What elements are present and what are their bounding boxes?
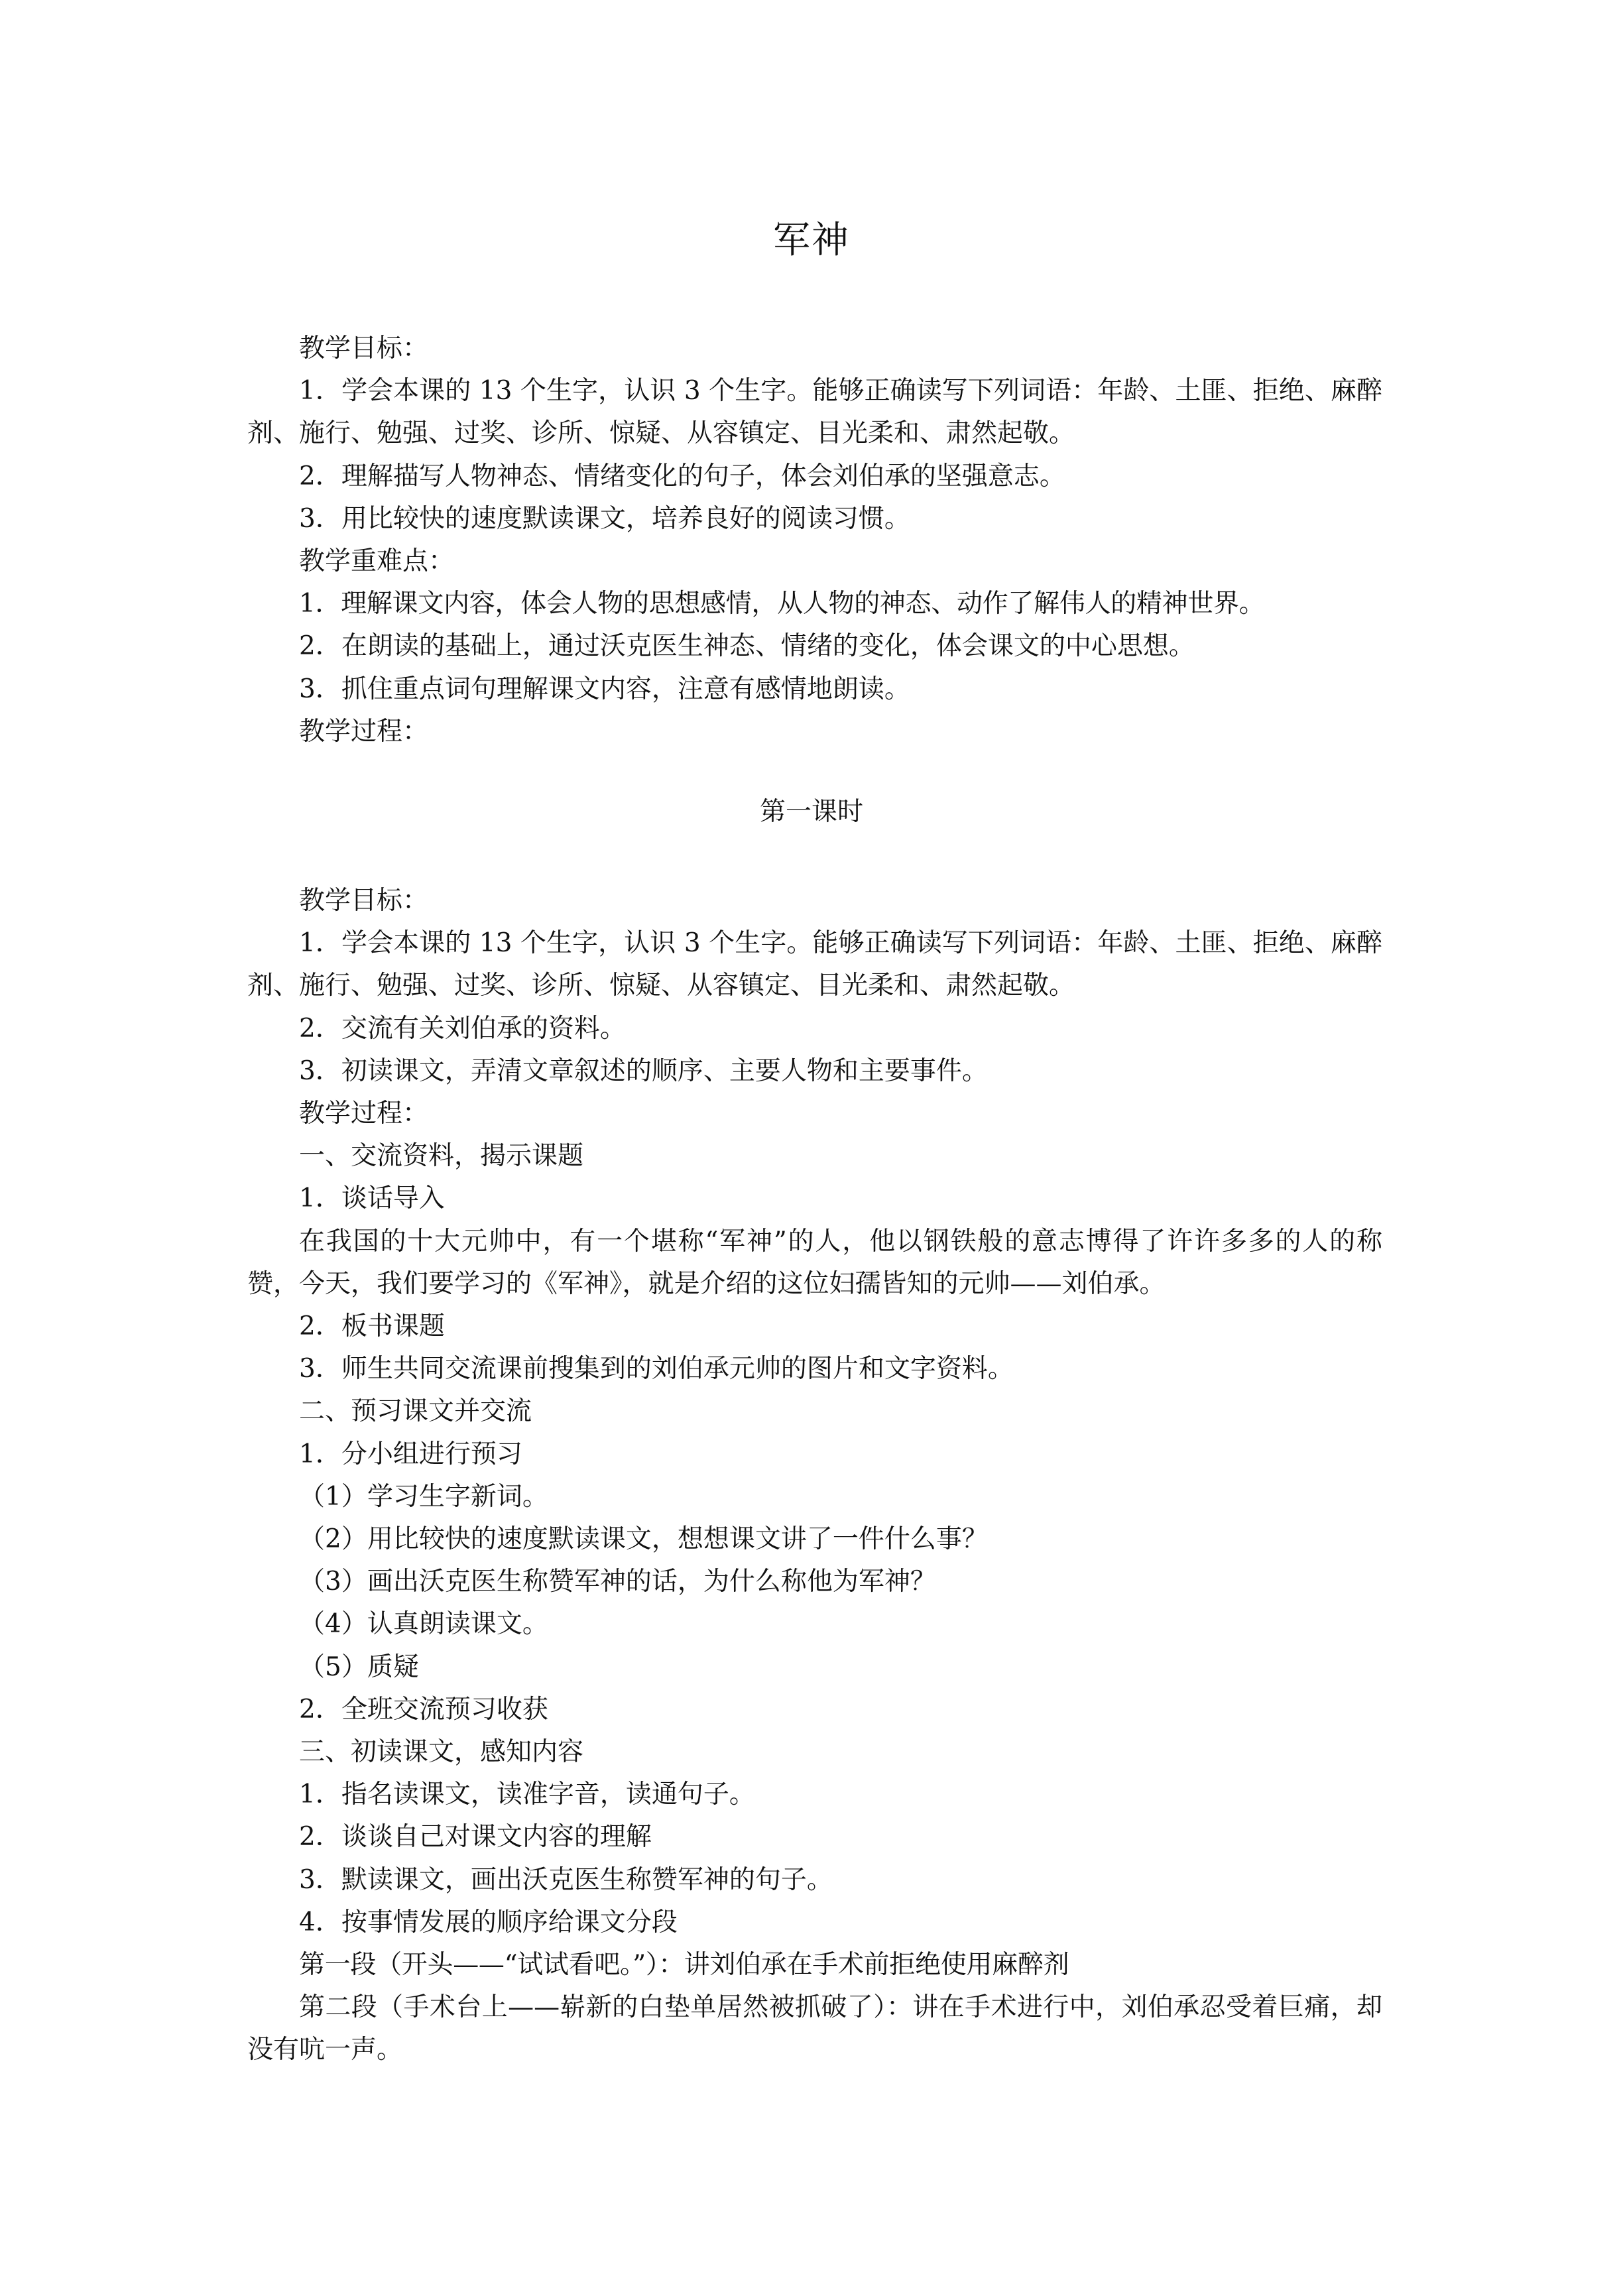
paragraph: 1．指名读课文，读准字音，读通句子。 [299, 1780, 755, 1810]
paragraph: 4．按事情发展的顺序给课文分段 [299, 1907, 678, 1937]
paragraph: 教学目标： [299, 886, 429, 916]
paragraph: 1．学会本课的 13 个生字，认识 3 个生字。能够正确读写下列词语：年龄、土匪、拒绝、麻醉剂、施行、勉强、过奖、诊所、惊疑、从容镇定、目光柔和、肃然起敬。 [247, 928, 1382, 1001]
paragraph: 教学目标： [299, 333, 429, 363]
paragraph: （1）学习生字新词。 [299, 1481, 548, 1512]
page-title: 军神 [773, 219, 850, 262]
paragraph: 3．抓住重点词句理解课文内容，注意有感情地朗读。 [299, 674, 910, 704]
paragraph: （2）用比较快的速度默读课文，想想课文讲了一件什么事？ [299, 1524, 988, 1555]
paragraph: 3．初读课文，弄清文章叙述的顺序、主要人物和主要事件。 [299, 1056, 988, 1086]
paragraph: 2．交流有关刘伯承的资料。 [299, 1013, 626, 1044]
paragraph: 3．默读课文，画出沃克医生称赞军神的句子。 [299, 1864, 833, 1895]
paragraph: 教学过程： [299, 716, 429, 747]
paragraph: 2．理解描写人物神态、情绪变化的句子，体会刘伯承的坚强意志。 [299, 461, 1065, 491]
lesson-overview [247, 328, 1382, 753]
first-lesson-content [247, 880, 1382, 2072]
paragraph: （5）质疑 [299, 1652, 419, 1682]
paragraph: 二、预习课文并交流 [299, 1396, 532, 1427]
paragraph: 1．谈话导入 [299, 1183, 445, 1214]
paragraph: 1．理解课文内容，体会人物的思想感情，从人物的神态、动作了解伟人的精神世界。 [299, 589, 1265, 619]
paragraph: 教学过程： [299, 1099, 429, 1129]
paragraph: 2．板书课题 [299, 1311, 445, 1342]
paragraph: 三、初读课文，感知内容 [299, 1737, 584, 1768]
paragraph: 第二段（手术台上——崭新的白垫单居然被抓破了）：讲在手术进行中，刘伯承忍受着巨痛，却没有吭一声。 [247, 1992, 1382, 2065]
paragraph: 在我国的十大元帅中，有一个堪称“军神”的人，他以钢铁般的意志博得了许许多多的人的称赞，今天，我们要学习的《军神》，就是介绍的这位妇孺皆知的元帅——刘伯承。 [247, 1226, 1382, 1299]
section-heading: 第一课时 [759, 797, 863, 827]
paragraph: 第一段（开头——“试试看吧。”）：讲刘伯承在手术前拒绝使用麻醉剂 [299, 1950, 1069, 1980]
paragraph: 1．分小组进行预习 [299, 1439, 522, 1469]
paragraph: 3．师生共同交流课前搜集到的刘伯承元帅的图片和文字资料。 [299, 1354, 1014, 1384]
paragraph: 2．谈谈自己对课文内容的理解 [299, 1822, 652, 1852]
paragraph: 1．学会本课的 13 个生字，认识 3 个生字。能够正确读写下列词语：年龄、土匪、拒绝、麻醉剂、施行、勉强、过奖、诊所、惊疑、从容镇定、目光柔和、肃然起敬。 [247, 376, 1382, 449]
paragraph: （4）认真朗读课文。 [299, 1609, 548, 1640]
paragraph: （3）画出沃克医生称赞军神的话，为什么称他为军神？ [299, 1567, 936, 1597]
paragraph: 一、交流资料，揭示课题 [299, 1141, 584, 1172]
paragraph: 2．全班交流预习收获 [299, 1694, 548, 1724]
paragraph: 3．用比较快的速度默读课文，培养良好的阅读习惯。 [299, 503, 910, 534]
paragraph: 2．在朗读的基础上，通过沃克医生神态、情绪的变化，体会课文的中心思想。 [299, 631, 1195, 662]
paragraph: 教学重难点： [299, 546, 455, 577]
